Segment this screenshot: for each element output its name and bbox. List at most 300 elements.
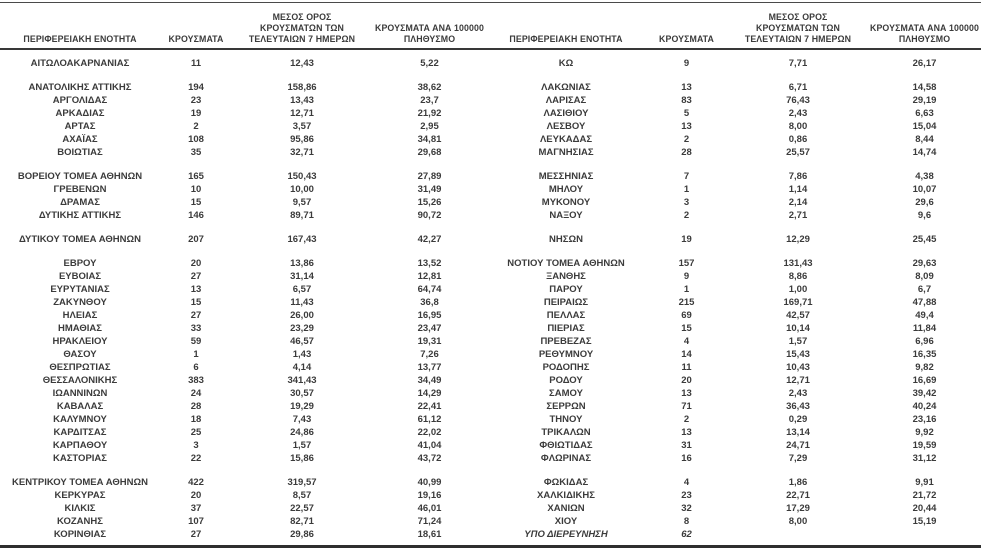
header-per100k-left-line2: ΠΛΗΘΥΣΜΟ bbox=[403, 34, 456, 44]
table-row bbox=[0, 426, 981, 439]
table-row bbox=[0, 374, 981, 387]
left-avg7-cell: 12,43 bbox=[290, 58, 314, 69]
table-row bbox=[0, 515, 981, 528]
left-region-name-cell: ΕΒΡΟΥ bbox=[63, 258, 97, 269]
left-region-name-cell: ΚΟΖΑΝΗΣ bbox=[57, 516, 103, 527]
right-cases-cell: 9 bbox=[683, 271, 690, 282]
right-region-name-cell: ΠΕΙΡΑΙΩΣ bbox=[543, 297, 589, 308]
header-avg7-right bbox=[728, 12, 868, 48]
left-avg7-cell: 8,57 bbox=[292, 490, 312, 501]
left-region-name-cell: ΙΩΑΝΝΙΝΩΝ bbox=[52, 388, 108, 399]
right-region-name-cell: ΣΕΡΡΩΝ bbox=[546, 401, 586, 412]
left-cases-cell: 6 bbox=[193, 362, 199, 373]
left-cases-cell: 18 bbox=[190, 414, 202, 425]
left-cases-cell: 20 bbox=[190, 258, 202, 269]
header-cases-right bbox=[645, 34, 728, 48]
header-per100k-right-line1: ΚΡΟΥΣΜΑΤΑ ΑΝΑ 100000 bbox=[870, 23, 979, 33]
right-cases-cell: 2 bbox=[683, 414, 690, 425]
group-spacer bbox=[0, 70, 981, 81]
right-per100k-cell: 31,12 bbox=[912, 453, 937, 464]
right-cases-cell: 2 bbox=[683, 210, 690, 221]
right-region-name-cell: ΧΑΝΙΩΝ bbox=[547, 503, 585, 514]
right-per100k-cell: 8,44 bbox=[915, 134, 934, 145]
left-region-name-cell: ΑΡΤΑΣ bbox=[64, 121, 96, 132]
right-per100k-cell: 9,82 bbox=[915, 362, 934, 373]
right-cases-cell: 32 bbox=[681, 503, 692, 514]
table-row bbox=[0, 322, 981, 335]
right-region-name-cell: ΝΗΣΩΝ bbox=[549, 234, 583, 245]
left-cases-cell: 27 bbox=[190, 271, 202, 282]
left-region-name-cell: ΕΥΒΟΙΑΣ bbox=[58, 271, 102, 282]
right-region-name-cell: ΜΗΛΟΥ bbox=[548, 184, 584, 195]
table-row bbox=[0, 400, 981, 413]
right-cases-cell: 3 bbox=[683, 197, 690, 208]
left-avg7-cell: 6,57 bbox=[292, 284, 312, 295]
right-cases-cell: 62 bbox=[681, 529, 692, 540]
right-per100k-cell: 14,58 bbox=[912, 82, 937, 93]
right-region-name-cell: ΛΕΣΒΟΥ bbox=[546, 121, 586, 132]
left-avg7-cell: 10,00 bbox=[290, 184, 314, 195]
left-cases-cell: 37 bbox=[190, 503, 202, 514]
right-avg7-cell: 169,71 bbox=[783, 297, 813, 308]
left-per100k-cell: 46,01 bbox=[417, 503, 442, 514]
right-avg7-cell: 8,00 bbox=[788, 121, 808, 132]
table-row bbox=[0, 502, 981, 515]
right-per100k-cell: 9,91 bbox=[915, 477, 934, 488]
table-row bbox=[0, 133, 981, 146]
table-row bbox=[0, 348, 981, 361]
left-cases-cell: 10 bbox=[190, 184, 202, 195]
right-cases-cell: 1 bbox=[683, 284, 690, 295]
left-per100k-cell: 64,74 bbox=[417, 284, 442, 295]
left-region-name-cell: ΚΟΡΙΝΘΙΑΣ bbox=[53, 529, 107, 540]
left-per100k-cell: 13,77 bbox=[417, 362, 442, 373]
right-region-name-cell: ΡΟΔΟΥ bbox=[549, 375, 583, 386]
left-per100k-cell: 43,72 bbox=[417, 453, 442, 464]
right-avg7-cell: 10,43 bbox=[786, 362, 810, 373]
right-per100k-cell: 29,6 bbox=[915, 197, 934, 208]
right-region-name-cell: ΧΙΟΥ bbox=[554, 516, 578, 527]
table-row bbox=[0, 489, 981, 502]
header-region-right bbox=[487, 34, 645, 48]
right-cases-cell: 20 bbox=[681, 375, 692, 386]
table-row bbox=[0, 196, 981, 209]
right-cases-cell: 15 bbox=[681, 323, 692, 334]
right-region-name-cell: ΦΩΚΙΔΑΣ bbox=[543, 477, 589, 488]
right-cases-cell: 19 bbox=[681, 234, 692, 245]
right-avg7-cell: 2,71 bbox=[788, 210, 808, 221]
right-region-name-cell: ΦΘΙΩΤΙΔΑΣ bbox=[539, 440, 593, 451]
left-cases-cell: 3 bbox=[193, 440, 199, 451]
right-cases-cell: 14 bbox=[681, 349, 692, 360]
right-cases-cell: 13 bbox=[681, 427, 692, 438]
right-cases-cell: 13 bbox=[681, 388, 692, 399]
left-cases-cell: 108 bbox=[188, 134, 204, 145]
right-region-name-cell: ΧΑΛΚΙΔΙΚΗΣ bbox=[537, 490, 595, 501]
right-avg7-cell: 7,86 bbox=[788, 171, 808, 182]
left-per100k-cell: 27,89 bbox=[417, 171, 442, 182]
table-row bbox=[0, 476, 981, 489]
table-row bbox=[0, 233, 981, 246]
right-avg7-cell: 1,14 bbox=[788, 184, 808, 195]
left-region-name-cell: ΔΡΑΜΑΣ bbox=[60, 197, 100, 208]
right-per100k-cell: 47,88 bbox=[912, 297, 937, 308]
left-per100k-cell: 42,27 bbox=[417, 234, 442, 245]
left-avg7-cell: 167,43 bbox=[287, 234, 317, 245]
left-region-name-cell: ΓΡΕΒΕΝΩΝ bbox=[53, 184, 107, 195]
table-row bbox=[0, 257, 981, 270]
right-per100k-cell: 49,4 bbox=[915, 310, 934, 321]
left-per100k-cell: 14,29 bbox=[417, 388, 442, 399]
left-cases-cell: 19 bbox=[190, 108, 202, 119]
header-cases-left-label: ΚΡΟΥΣΜΑΤΑ bbox=[168, 34, 224, 44]
header-avg7-left-line2: ΚΡΟΥΣΜΑΤΩΝ ΤΩΝ bbox=[260, 23, 344, 33]
header-avg7-left-line1: ΜΕΣΟΣ ΟΡΟΣ bbox=[272, 12, 332, 22]
left-avg7-cell: 29,86 bbox=[290, 529, 314, 540]
header-per100k-right bbox=[868, 23, 981, 48]
left-per100k-cell: 22,02 bbox=[417, 427, 442, 438]
table-row bbox=[0, 439, 981, 452]
table-row bbox=[0, 146, 981, 159]
right-per100k-cell: 29,63 bbox=[912, 258, 937, 269]
table-body bbox=[0, 50, 981, 541]
right-region-name-cell: ΠΕΛΛΑΣ bbox=[546, 310, 586, 321]
left-per100k-cell: 12,81 bbox=[417, 271, 442, 282]
right-avg7-cell: 42,57 bbox=[786, 310, 810, 321]
left-region-name-cell: ΒΟΡΕΙΟΥ ΤΟΜΕΑ ΑΘΗΝΩΝ bbox=[17, 171, 143, 182]
header-cases-left bbox=[160, 34, 232, 48]
left-avg7-cell: 15,86 bbox=[290, 453, 314, 464]
right-region-name-cell: ΠΑΡΟΥ bbox=[549, 284, 583, 295]
right-region-name-cell: ΝΟΤΙΟΥ ΤΟΜΕΑ ΑΘΗΝΩΝ bbox=[507, 258, 625, 269]
left-avg7-cell: 30,57 bbox=[290, 388, 314, 399]
left-avg7-cell: 24,86 bbox=[290, 427, 314, 438]
left-region-name-cell: ΚΑΒΑΛΑΣ bbox=[56, 401, 104, 412]
table-row bbox=[0, 296, 981, 309]
right-per100k-cell: 16,35 bbox=[912, 349, 937, 360]
right-per100k-cell: 8,09 bbox=[915, 271, 934, 282]
right-cases-cell: 11 bbox=[681, 362, 692, 373]
left-per100k-cell: 29,68 bbox=[417, 147, 442, 158]
right-per100k-cell: 21,72 bbox=[912, 490, 937, 501]
left-avg7-cell: 95,86 bbox=[290, 134, 314, 145]
right-cases-cell: 2 bbox=[683, 134, 690, 145]
left-cases-cell: 35 bbox=[190, 147, 202, 158]
left-avg7-cell: 82,71 bbox=[290, 516, 314, 527]
left-per100k-cell: 22,41 bbox=[417, 401, 442, 412]
right-per100k-cell: 25,45 bbox=[912, 234, 937, 245]
header-per100k-left-line1: ΚΡΟΥΣΜΑΤΑ ΑΝΑ 100000 bbox=[375, 23, 484, 33]
right-cases-cell: 4 bbox=[683, 477, 690, 488]
left-per100k-cell: 38,62 bbox=[417, 82, 442, 93]
left-cases-cell: 23 bbox=[190, 95, 202, 106]
table-row bbox=[0, 528, 981, 541]
right-per100k-cell: 14,74 bbox=[912, 147, 937, 158]
left-region-name-cell: ΚΑΡΠΑΘΟΥ bbox=[52, 440, 108, 451]
right-avg7-cell: 25,57 bbox=[786, 147, 810, 158]
left-per100k-cell: 13,52 bbox=[417, 258, 442, 269]
left-cases-cell: 22 bbox=[190, 453, 202, 464]
header-cases-right-label: ΚΡΟΥΣΜΑΤΑ bbox=[659, 34, 714, 44]
left-region-name-cell: ΚΑΣΤΟΡΙΑΣ bbox=[53, 453, 107, 464]
right-avg7-cell: 7,71 bbox=[788, 58, 808, 69]
header-avg7-right-line3: ΤΕΛΕΥΤΑΙΩΝ 7 ΗΜΕΡΩΝ bbox=[744, 34, 852, 44]
left-per100k-cell: 40,99 bbox=[417, 477, 442, 488]
left-cases-cell: 27 bbox=[190, 529, 202, 540]
left-region-name-cell: ΑΡΓΟΛΙΔΑΣ bbox=[52, 95, 108, 106]
right-region-name-cell: ΛΕΥΚΑΔΑΣ bbox=[539, 134, 593, 145]
right-per100k-cell: 29,19 bbox=[912, 95, 937, 106]
right-region-name-cell: ΥΠΟ ΔΙΕΡΕΥΝΗΣΗ bbox=[524, 529, 608, 540]
left-avg7-cell: 46,57 bbox=[290, 336, 314, 347]
left-per100k-cell: 41,04 bbox=[417, 440, 442, 451]
right-avg7-cell: 1,86 bbox=[788, 477, 808, 488]
header-avg7-right-line2: ΚΡΟΥΣΜΑΤΩΝ ΤΩΝ bbox=[756, 23, 840, 33]
right-cases-cell: 5 bbox=[683, 108, 690, 119]
left-avg7-cell: 13,43 bbox=[290, 95, 314, 106]
right-avg7-cell: 17,29 bbox=[786, 503, 810, 514]
table-row bbox=[0, 209, 981, 222]
left-avg7-cell: 4,14 bbox=[292, 362, 312, 373]
left-region-name-cell: ΑΝΑΤΟΛΙΚΗΣ ΑΤΤΙΚΗΣ bbox=[28, 82, 132, 93]
right-per100k-cell: 9,6 bbox=[917, 210, 932, 221]
right-avg7-cell: 2,43 bbox=[788, 108, 808, 119]
left-avg7-cell: 150,43 bbox=[287, 171, 317, 182]
right-cases-cell: 83 bbox=[681, 95, 692, 106]
left-region-name-cell: ΔΥΤΙΚΗΣ ΑΤΤΙΚΗΣ bbox=[38, 210, 122, 221]
left-per100k-cell: 18,61 bbox=[417, 529, 442, 540]
left-avg7-cell: 12,71 bbox=[290, 108, 314, 119]
right-per100k-cell: 26,17 bbox=[912, 58, 937, 69]
group-spacer bbox=[0, 222, 981, 233]
right-cases-cell: 31 bbox=[681, 440, 692, 451]
left-cases-cell: 194 bbox=[188, 82, 204, 93]
header-per100k-right-line2: ΠΛΗΘΥΣΜΟ bbox=[898, 34, 951, 44]
left-avg7-cell: 3,57 bbox=[292, 121, 312, 132]
table-row bbox=[0, 94, 981, 107]
table-row bbox=[0, 81, 981, 94]
right-region-name-cell: ΠΡΕΒΕΖΑΣ bbox=[540, 336, 592, 347]
left-region-name-cell: ΒΟΙΩΤΙΑΣ bbox=[57, 147, 103, 158]
right-avg7-cell: 131,43 bbox=[783, 258, 813, 269]
right-avg7-cell: 10,14 bbox=[786, 323, 810, 334]
left-region-name-cell: ΗΜΑΘΙΑΣ bbox=[58, 323, 102, 334]
right-per100k-cell: 6,7 bbox=[917, 284, 932, 295]
right-avg7-cell: 36,43 bbox=[786, 401, 810, 412]
right-avg7-cell: 6,71 bbox=[788, 82, 808, 93]
right-per100k-cell: 40,24 bbox=[912, 401, 937, 412]
left-cases-cell: 11 bbox=[190, 58, 202, 69]
right-region-name-cell: ΠΙΕΡΙΑΣ bbox=[547, 323, 585, 334]
right-avg7-cell: 8,00 bbox=[788, 516, 808, 527]
right-per100k-cell: 16,69 bbox=[912, 375, 937, 386]
table-row bbox=[0, 183, 981, 196]
left-cases-cell: 107 bbox=[188, 516, 204, 527]
right-cases-cell: 69 bbox=[681, 310, 692, 321]
left-avg7-cell: 23,29 bbox=[290, 323, 314, 334]
right-cases-cell: 28 bbox=[681, 147, 692, 158]
right-region-name-cell: ΚΩ bbox=[558, 58, 574, 69]
right-avg7-cell: 1,57 bbox=[788, 336, 808, 347]
left-per100k-cell: 16,95 bbox=[417, 310, 442, 321]
left-region-name-cell: ΚΑΛΥΜΝΟΥ bbox=[53, 414, 107, 425]
right-per100k-cell: 10,07 bbox=[912, 184, 937, 195]
left-region-name-cell: ΔΥΤΙΚΟΥ ΤΟΜΕΑ ΑΘΗΝΩΝ bbox=[19, 234, 141, 245]
right-avg7-cell: 0,86 bbox=[788, 134, 808, 145]
left-region-name-cell: ΚΕΡΚΥΡΑΣ bbox=[54, 490, 106, 501]
left-cases-cell: 165 bbox=[188, 171, 204, 182]
right-avg7-cell: 7,29 bbox=[788, 453, 808, 464]
table-row bbox=[0, 283, 981, 296]
left-region-name-cell: ΑΧΑΪΑΣ bbox=[62, 134, 98, 145]
table-header bbox=[0, 3, 981, 50]
left-region-name-cell: ΗΡΑΚΛΕΙΟΥ bbox=[52, 336, 108, 347]
right-per100k-cell: 6,96 bbox=[915, 336, 934, 347]
right-cases-cell: 4 bbox=[683, 336, 690, 347]
right-avg7-cell: 24,71 bbox=[786, 440, 810, 451]
left-region-name-cell: ΚΙΛΚΙΣ bbox=[64, 503, 96, 514]
right-cases-cell: 23 bbox=[681, 490, 692, 501]
right-per100k-cell: 19,59 bbox=[912, 440, 937, 451]
table-row bbox=[0, 120, 981, 133]
header-region-right-label: ΠΕΡΙΦΕΡΕΙΑΚΗ ΕΝΟΤΗΤΑ bbox=[509, 34, 623, 44]
left-per100k-cell: 19,16 bbox=[417, 490, 442, 501]
left-avg7-cell: 9,57 bbox=[292, 197, 312, 208]
left-avg7-cell: 7,43 bbox=[292, 414, 312, 425]
left-cases-cell: 33 bbox=[190, 323, 202, 334]
left-avg7-cell: 158,86 bbox=[287, 82, 317, 93]
left-cases-cell: 15 bbox=[190, 197, 202, 208]
left-avg7-cell: 1,43 bbox=[292, 349, 312, 360]
left-per100k-cell: 2,95 bbox=[420, 121, 439, 132]
left-avg7-cell: 319,57 bbox=[287, 477, 317, 488]
left-per100k-cell: 23,47 bbox=[417, 323, 442, 334]
left-avg7-cell: 32,71 bbox=[290, 147, 314, 158]
right-per100k-cell: 39,42 bbox=[912, 388, 937, 399]
left-avg7-cell: 341,43 bbox=[287, 375, 317, 386]
left-per100k-cell: 61,12 bbox=[417, 414, 442, 425]
left-region-name-cell: ΖΑΚΥΝΘΟΥ bbox=[53, 297, 107, 308]
right-per100k-cell: 23,16 bbox=[912, 414, 937, 425]
right-avg7-cell: 8,86 bbox=[788, 271, 808, 282]
left-cases-cell: 207 bbox=[188, 234, 204, 245]
bottom-rule bbox=[0, 545, 981, 548]
right-region-name-cell: ΝΑΞΟΥ bbox=[549, 210, 583, 221]
left-region-name-cell: ΑΙΤΩΛΟΑΚΑΡΝΑΝΙΑΣ bbox=[30, 58, 130, 69]
left-cases-cell: 20 bbox=[190, 490, 202, 501]
group-spacer bbox=[0, 465, 981, 476]
table-row bbox=[0, 170, 981, 183]
left-per100k-cell: 34,49 bbox=[417, 375, 442, 386]
right-per100k-cell: 20,44 bbox=[912, 503, 937, 514]
left-region-name-cell: ΘΕΣΣΑΛΟΝΙΚΗΣ bbox=[42, 375, 118, 386]
left-cases-cell: 2 bbox=[193, 121, 199, 132]
left-per100k-cell: 71,24 bbox=[417, 516, 442, 527]
left-avg7-cell: 89,71 bbox=[290, 210, 314, 221]
left-region-name-cell: ΑΡΚΑΔΙΑΣ bbox=[55, 108, 105, 119]
left-per100k-cell: 36,8 bbox=[420, 297, 439, 308]
left-avg7-cell: 19,29 bbox=[290, 401, 314, 412]
right-avg7-cell: 13,14 bbox=[786, 427, 810, 438]
table-row bbox=[0, 413, 981, 426]
left-cases-cell: 1 bbox=[193, 349, 199, 360]
table-row bbox=[0, 270, 981, 283]
right-cases-cell: 215 bbox=[678, 297, 695, 308]
left-per100k-cell: 90,72 bbox=[417, 210, 442, 221]
left-cases-cell: 27 bbox=[190, 310, 202, 321]
right-avg7-cell: 76,43 bbox=[786, 95, 810, 106]
right-per100k-cell: 15,19 bbox=[912, 516, 937, 527]
header-avg7-left bbox=[232, 12, 372, 48]
right-region-name-cell: ΡΟΔΟΠΗΣ bbox=[542, 362, 590, 373]
left-region-name-cell: ΚΑΡΔΙΤΣΑΣ bbox=[53, 427, 107, 438]
left-per100k-cell: 23,7 bbox=[420, 95, 439, 106]
left-avg7-cell: 1,57 bbox=[292, 440, 312, 451]
table-row bbox=[0, 309, 981, 322]
right-cases-cell: 16 bbox=[681, 453, 692, 464]
right-cases-cell: 157 bbox=[678, 258, 695, 269]
left-avg7-cell: 31,14 bbox=[290, 271, 314, 282]
right-region-name-cell: ΛΑΚΩΝΙΑΣ bbox=[541, 82, 591, 93]
header-avg7-left-line3: ΤΕΛΕΥΤΑΙΩΝ 7 ΗΜΕΡΩΝ bbox=[248, 34, 356, 44]
header-region-left-label: ΠΕΡΙΦΕΡΕΙΑΚΗ ΕΝΟΤΗΤΑ bbox=[23, 34, 137, 44]
header-per100k-left bbox=[372, 23, 487, 48]
right-region-name-cell: ΛΑΡΙΣΑΣ bbox=[545, 95, 587, 106]
left-cases-cell: 28 bbox=[190, 401, 202, 412]
left-avg7-cell: 11,43 bbox=[290, 297, 314, 308]
table-row bbox=[0, 387, 981, 400]
left-cases-cell: 24 bbox=[190, 388, 202, 399]
header-avg7-right-line1: ΜΕΣΟΣ ΟΡΟΣ bbox=[768, 12, 828, 22]
right-avg7-cell: 2,43 bbox=[788, 388, 808, 399]
left-cases-cell: 383 bbox=[188, 375, 204, 386]
left-cases-cell: 422 bbox=[188, 477, 204, 488]
right-region-name-cell: ΜΕΣΣΗΝΙΑΣ bbox=[538, 171, 594, 182]
left-region-name-cell: ΘΕΣΠΡΩΤΙΑΣ bbox=[49, 362, 111, 373]
right-cases-cell: 9 bbox=[683, 58, 690, 69]
left-per100k-cell: 21,92 bbox=[417, 108, 442, 119]
left-per100k-cell: 5,22 bbox=[420, 58, 439, 69]
right-per100k-cell: 4,38 bbox=[915, 171, 934, 182]
right-per100k-cell: 9,92 bbox=[915, 427, 934, 438]
right-avg7-cell: 0,29 bbox=[788, 414, 808, 425]
left-region-name-cell: ΘΑΣΟΥ bbox=[63, 349, 97, 360]
right-region-name-cell: ΦΛΩΡΙΝΑΣ bbox=[540, 453, 592, 464]
left-cases-cell: 146 bbox=[188, 210, 204, 221]
right-per100k-cell: 11,84 bbox=[912, 323, 937, 334]
right-avg7-cell: 15,43 bbox=[786, 349, 810, 360]
right-avg7-cell: 22,71 bbox=[786, 490, 810, 501]
right-region-name-cell: ΞΑΝΘΗΣ bbox=[546, 271, 586, 282]
table-row bbox=[0, 107, 981, 120]
left-avg7-cell: 26,00 bbox=[290, 310, 314, 321]
right-cases-cell: 1 bbox=[683, 184, 690, 195]
left-per100k-cell: 31,49 bbox=[417, 184, 442, 195]
right-per100k-cell: 6,63 bbox=[915, 108, 934, 119]
left-cases-cell: 13 bbox=[190, 284, 202, 295]
right-region-name-cell: ΣΑΜΟΥ bbox=[549, 388, 583, 399]
right-avg7-cell: 2,14 bbox=[788, 197, 808, 208]
right-avg7-cell: 1,00 bbox=[788, 284, 808, 295]
table-row bbox=[0, 335, 981, 348]
table-row bbox=[0, 361, 981, 374]
right-cases-cell: 7 bbox=[683, 171, 690, 182]
left-region-name-cell: ΗΛΕΙΑΣ bbox=[62, 310, 98, 321]
right-per100k-cell: 15,04 bbox=[912, 121, 937, 132]
header-region-left bbox=[0, 34, 160, 48]
right-region-name-cell: ΜΑΓΝΗΣΙΑΣ bbox=[538, 147, 594, 158]
right-region-name-cell: ΛΑΣΙΘΙΟΥ bbox=[543, 108, 589, 119]
